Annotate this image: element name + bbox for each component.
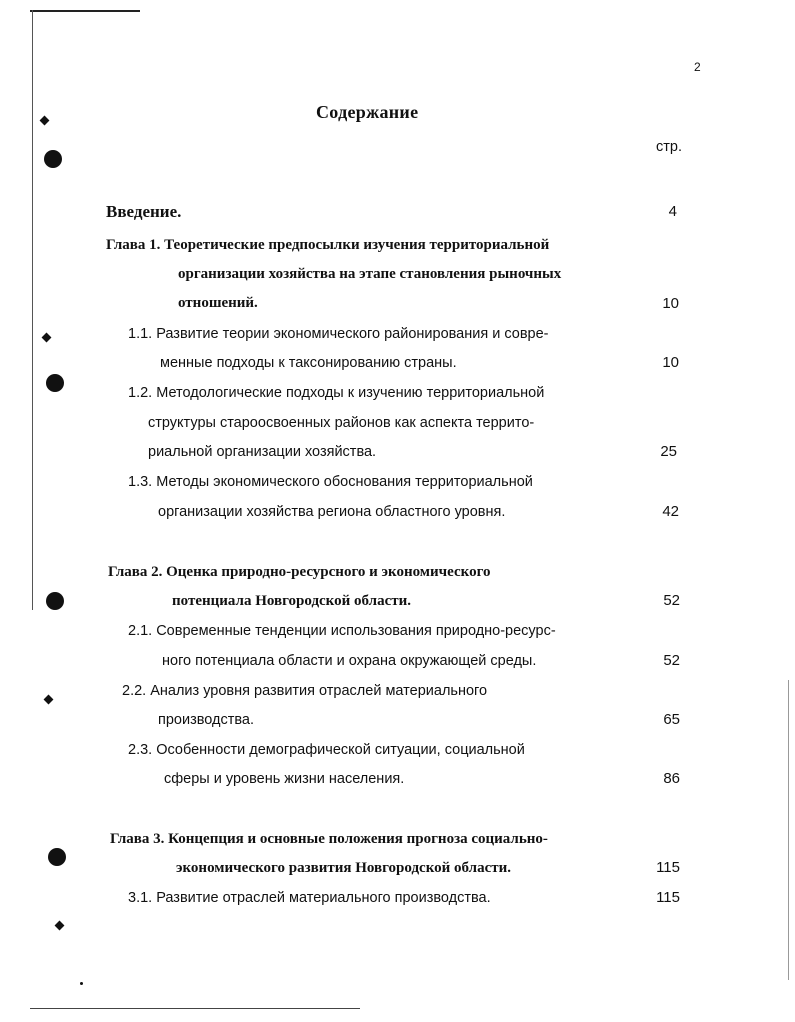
- intro-label: Введение.: [106, 202, 182, 221]
- section-1-1-page: 10: [662, 354, 679, 371]
- section-2-3-line-1: 2.3. Особенности демографической ситуации, социальной: [128, 742, 525, 758]
- scan-left-margin-line: [32, 10, 33, 610]
- page-number: 2: [694, 60, 701, 74]
- section-2-2-line-2: производства.: [158, 712, 254, 728]
- section-1-2-line-1: 1.2. Методологические подходы к изучению территориальной: [128, 385, 545, 401]
- section-3-1-line-1: 3.1. Развитие отраслей материального производства.: [128, 890, 491, 906]
- chapter2-line-2: потенциала Новгородской области.: [172, 593, 411, 609]
- chapter2-page: 52: [663, 592, 680, 609]
- intro-page: 4: [668, 203, 677, 220]
- scan-bottom-line: [30, 1008, 360, 1009]
- chapter2-line-1: Глава 2. Оценка природно-ресурсного и экономического: [108, 564, 491, 580]
- section-2-1-page: 52: [663, 652, 680, 669]
- section-1-2-page: 25: [660, 443, 677, 460]
- chapter1-line-2: организации хозяйства на этапе становления рыночных: [178, 266, 562, 282]
- chapter3-line-1: Глава 3. Концепция и основные положения прогноза социально-: [110, 831, 548, 847]
- section-2-3-line-2: сферы и уровень жизни населения.: [164, 771, 405, 787]
- section-3-1-page: 115: [656, 889, 680, 906]
- chapter3-line-2: экономического развития Новгородской области.: [176, 860, 512, 876]
- section-2-2-line-1: 2.2. Анализ уровня развития отраслей материального: [122, 683, 488, 699]
- punch-hole-2: [46, 374, 64, 392]
- page-column-label: стр.: [656, 139, 682, 155]
- section-1-2-line-2: структуры староосвоенных районов как аспекта террито-: [148, 415, 535, 431]
- page-title: Содержание: [316, 102, 419, 122]
- scan-mark-2: [42, 333, 52, 343]
- section-2-3-page: 86: [663, 770, 680, 787]
- chapter1-line-1: Глава 1. Теоретические предпосылки изучения территориальной: [106, 237, 550, 253]
- section-1-3-line-2: организации хозяйства региона областного уровня.: [158, 504, 506, 520]
- punch-hole-4: [48, 848, 66, 866]
- section-1-1-line-2: менные подходы к таксонированию страны.: [160, 355, 457, 371]
- section-2-2-page: 65: [663, 711, 680, 728]
- section-1-3-page: 42: [662, 503, 679, 520]
- section-1-1-line-1: 1.1. Развитие теории экономического районирования и совре-: [128, 326, 549, 342]
- chapter1-line-3: отношений.: [178, 295, 258, 311]
- section-2-1-line-2: ного потенциала области и охрана окружающей среды.: [162, 653, 537, 669]
- scan-top-line: [30, 10, 140, 12]
- punch-hole-3: [46, 592, 64, 610]
- chapter3-page: 115: [656, 859, 680, 876]
- section-1-3-line-1: 1.3. Методы экономического обоснования территориальной: [128, 474, 533, 490]
- punch-hole-1: [44, 150, 62, 168]
- chapter1-page: 10: [662, 295, 679, 312]
- section-2-1-line-1: 2.1. Современные тенденции использования природно-ресурс-: [128, 623, 556, 639]
- scan-mark-4: [55, 921, 65, 931]
- scan-mark-1: [40, 116, 50, 126]
- section-1-2-line-3: риальной организации хозяйства.: [148, 444, 377, 460]
- scan-mark-5: [80, 982, 83, 985]
- scan-right-edge-line: [788, 680, 789, 980]
- scan-mark-3: [44, 695, 54, 705]
